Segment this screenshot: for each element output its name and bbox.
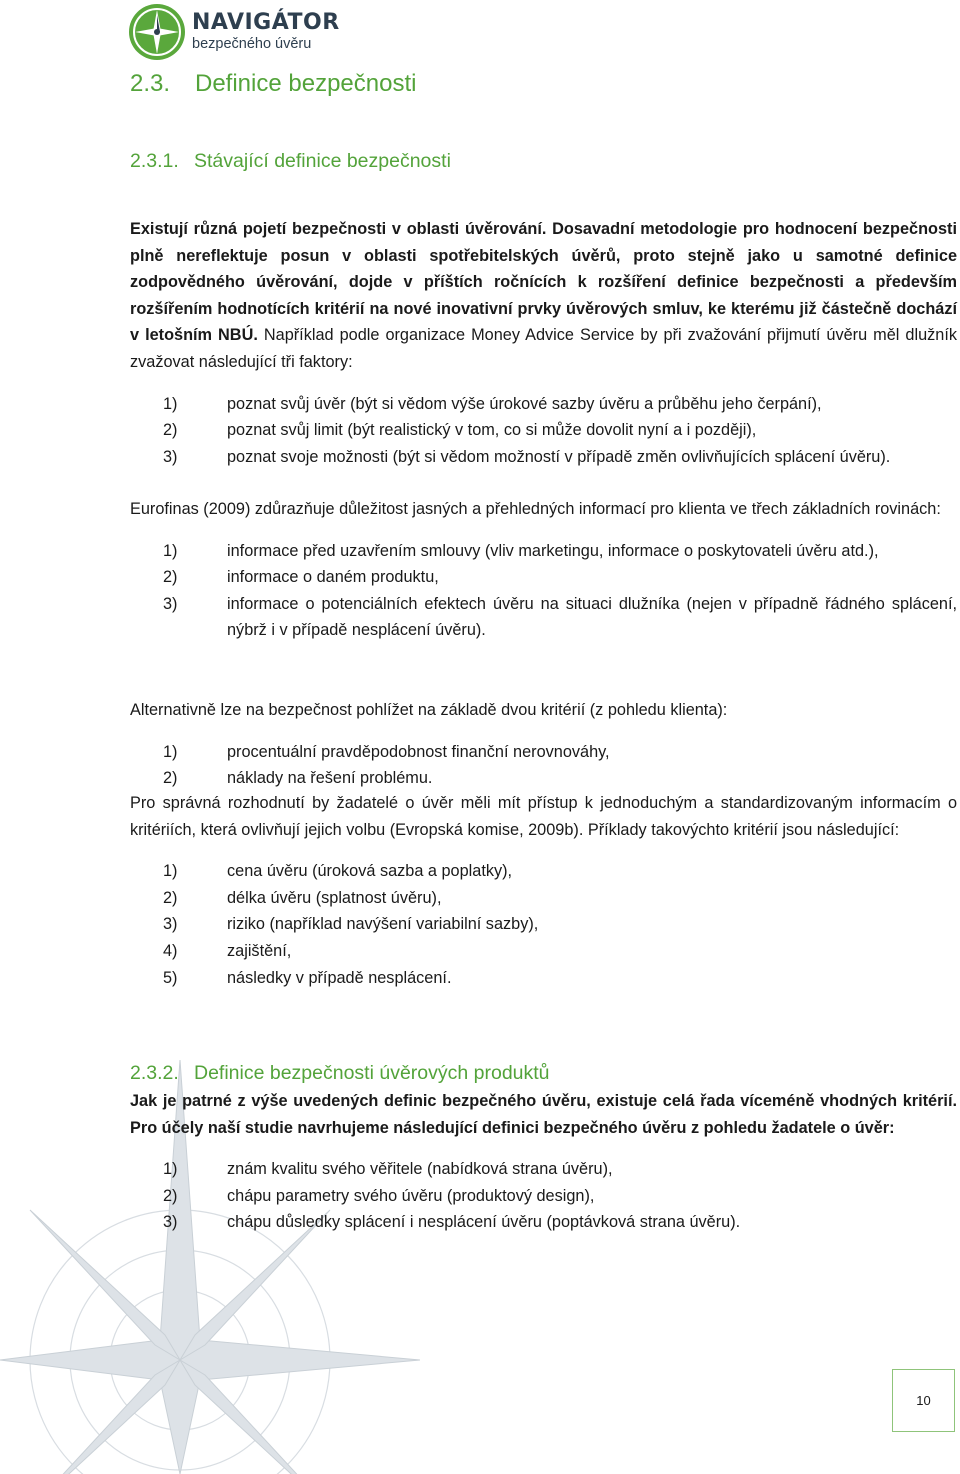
logo-name: NAVIGÁTOR <box>192 10 340 36</box>
list-item: 3) riziko (například navýšení variabilní sazby), <box>163 915 539 934</box>
list-item: 2) délka úvěru (splatnost úvěru), <box>163 888 442 907</box>
section-title: Definice bezpečnosti <box>195 70 417 97</box>
intro-regular-text: Například podle organizace Money Advice Service by při zvažování přijmutí úvěru měl dlužník zvažovat následující tři faktory: <box>130 326 957 371</box>
list-item: 1) procentuální pravděpodobnost finanční nerovnováhy, <box>163 742 610 761</box>
subsection-number: 2.3.1. <box>130 150 179 172</box>
list-definition <box>130 1156 957 1236</box>
list-item: 2) poznat svůj limit (být realistický v tom, co si může dovolit nyní a i později), <box>163 421 757 440</box>
section-number: 2.3. <box>130 70 171 97</box>
list-item: 3) informace o potenciálních efektech úvěru na situaci dlužníka (nejen v případně řádného splácení, nýbrž i v případě nesplácení úvěru). <box>163 594 957 640</box>
list-item: 5) následky v případě nesplácení. <box>163 968 452 987</box>
page-number: 10 <box>916 1393 931 1408</box>
list-factors <box>130 391 957 471</box>
text-block-alternative <box>130 697 957 792</box>
paragraph-definition: Jak je patrné z výše uvedených definic bezpečného úvěru, existuje celá řada víceméně vhodných kritérií. Pro účely naší studie navrhujeme následující definici bezpečného úvěru z pohledu žadatele o úvěr: <box>130 1092 957 1137</box>
paragraph-eurofinas: Eurofinas (2009) zdůrazňuje důležitost jasných a přehledných informací pro klienta ve třech základních rovinách: <box>130 500 941 518</box>
list-criteria <box>130 739 957 792</box>
text-block-decisions <box>130 790 957 991</box>
list-item: 1) cena úvěru (úroková sazba a poplatky), <box>163 862 513 881</box>
subsection-heading-1 <box>130 150 451 173</box>
text-block-intro <box>130 216 957 470</box>
subsection-title: Definice bezpečnosti úvěrových produktů <box>194 1062 550 1084</box>
list-item: 2) náklady na řešení problému. <box>163 769 433 788</box>
section-heading <box>130 70 416 98</box>
page-number-box <box>892 1369 955 1432</box>
list-item: 2) informace o daném produktu, <box>163 568 439 587</box>
intro-paragraph <box>130 216 957 376</box>
subsection-title: Stávající definice bezpečnosti <box>194 150 451 172</box>
list-item: 1) poznat svůj úvěr (být si vědom výše úrokové sazby úvěru a průběhu jeho čerpání), <box>163 394 822 413</box>
list-example-criteria <box>130 858 957 991</box>
intro-bold-text: Existují různá pojetí bezpečnosti v oblasti úvěrování. Dosavadní metodologie pro hodnocení bezpečnosti plně nereflektuje posun v oblasti spotřebitelských úvěrů, proto stejně jako u samotné definice zodpovědného úvěrování, dojde v příštích ročnících k rozšíření definice bezpečnosti a především rozšířením hodnotících kritérií na nové inovativní prvky úvěrových smluv, ke kterému již částečně dochází v letošním NBÚ. <box>130 220 957 345</box>
text-block-definition <box>130 1088 957 1236</box>
list-item: 3) poznat svoje možnosti (být si vědom možností v případě změn ovlivňujících splácení úvěru). <box>163 447 891 466</box>
list-item: 3) chápu důsledky splácení i nesplácení úvěru (poptávková strana úvěru). <box>163 1213 741 1232</box>
paragraph-decisions: Pro správná rozhodnutí by žadatelé o úvěr měli mít přístup k jednoduchým a standardizovaným informacím o kritériích, která ovlivňují jejich volbu (Evropská komise, 2009b). Příklady takovýchto kritérií jsou následující: <box>130 794 957 839</box>
subsection-heading-2 <box>130 1062 550 1085</box>
navigator-logo <box>128 3 340 61</box>
list-information-levels <box>130 538 957 644</box>
list-item: 4) zajištění, <box>163 941 292 960</box>
paragraph-alternative: Alternativně lze na bezpečnost pohlížet na základě dvou kritérií (z pohledu klienta): <box>130 701 728 719</box>
list-item: 1) informace před uzavřením smlouvy (vliv marketingu, informace o poskytovateli úvěru atd.), <box>163 541 879 560</box>
text-block-eurofinas <box>130 496 957 644</box>
compass-logo-icon <box>128 3 186 61</box>
logo-tagline: bezpečného úvěru <box>192 36 312 53</box>
subsection-number: 2.3.2. <box>130 1062 179 1084</box>
list-item: 2) chápu parametry svého úvěru (produktový design), <box>163 1186 595 1205</box>
list-item: 1) znám kvalitu svého věřitele (nabídková strana úvěru), <box>163 1160 613 1179</box>
